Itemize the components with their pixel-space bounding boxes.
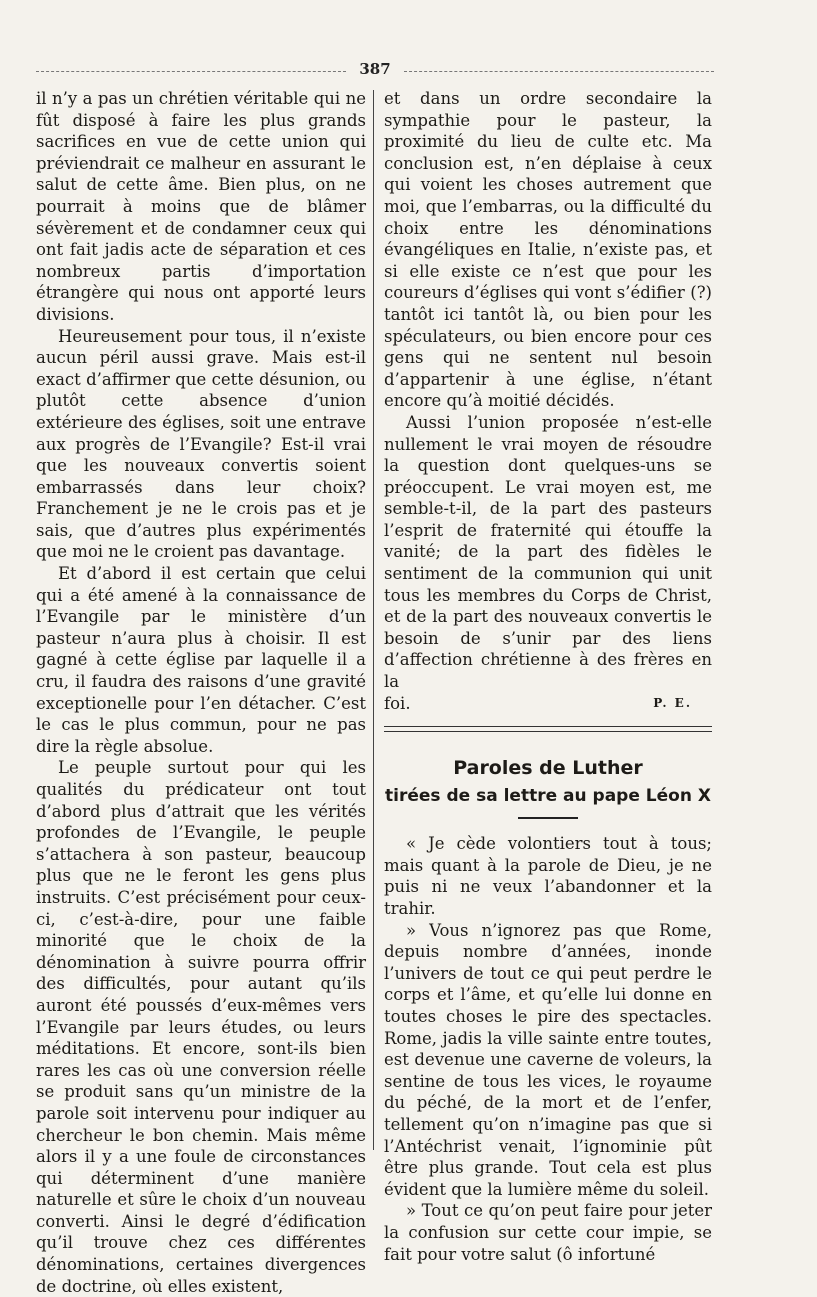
article-title: Paroles de Luther	[453, 757, 643, 780]
right-column	[384, 88, 712, 1265]
paragraph: » Vous n’ignorez pas que Rome, depuis nombre d’années, inonde l’univers de tout ce qui peut perdre le corps et l’âme, et qu’elle lui donne en toutes choses le pire des spectacles. Rome, jadis la ville sainte entre toutes, est devenue une caverne de voleurs, la sentine de tous les vices, le royaume du péché, de la mort et de l’enfer, tellement qu’on n’imagine pas que si l’Antéchrist venait, l’ignominie pût être plus grande. Tout cela est plus évident que la lumière même du soleil.	[384, 920, 712, 1199]
author-signature: P. E.	[653, 695, 692, 710]
signature-line	[384, 693, 712, 715]
paragraph: il n’y a pas un chrétien véritable qui ne fût disposé à faire les plus grands sacrifices en vue de cette union qui préviendrait ce malheur en assurant le salut de cette âme. Bien plus, on ne pourrait à moins que de blâmer sévèrement et de condamner ceux qui ont fait jadis acte de séparation et ces nombreux partis d’importation étrangère qui nous ont apporté leurs divisions.	[36, 89, 366, 324]
paragraph: Et d’abord il est certain que celui qui a été amené à la connaissance de l’Evangile par le ministère d’un pasteur n’aura plus à choisir. Il est gagné à cette église par laquelle il a cru, il faudra des raisons d’une gravité exceptionelle pour l’en détacher. C’est le cas le plus commun, pour ne pas dire la règle absolue.	[36, 564, 366, 756]
paragraph: « Je cède volontiers tout à tous; mais quant à la parole de Dieu, je ne puis ni ne veux l’abandonner et la trahir.	[384, 834, 712, 918]
header-rule-left	[36, 71, 346, 72]
closing-word: foi.	[384, 693, 411, 713]
paragraph: Heureusement pour tous, il n’existe aucun péril aussi grave. Mais est-il exact d’affirmer que cette désunion, ou plutôt cette absence d’union extérieure des églises, soit une entrave aux progrès de l’Evangile? Est-il vrai que les nouveaux convertis soient embarrassés dans leur choix? Franchement je ne le crois pas et je sais, que d’autres plus expérimentés que moi ne le croient pas davantage.	[36, 326, 366, 562]
paragraph: Aussi l’union proposée n’est-elle nullement le vrai moyen de résoudre la question dont quelques-uns se préoccupent. Le vrai moyen est, me semble-t-il, de la part des pasteurs l’esprit de fraternité qui étouffe la vanité; de la part des fidèles le sentiment de la communion qui unit tous les membres du Corps de Christ, et de la part des nouveaux convertis le besoin de s’unir par des liens d’affection chrétienne à des frères en la	[384, 412, 712, 692]
section-double-rule	[384, 726, 712, 732]
paragraph: Le peuple surtout pour qui les qualités du prédicateur ont tout d’abord plus d’attrait que les vérités profondes de l’Evangile, le peuple s’attachera à son pasteur, beaucoup plus que ne le feront les gens plus instruits. C’est précisément pour ceux-ci, c’est-à-dire, pour une faible minorité que le choix de la dénomination à suivre pourra offrir des difficultés, pour autant qu’ils auront été poussés d’eux-mêmes vers l’Evangile par leurs études, ou leurs méditations. Et encore, sont-ils bien rares les cas où une conversion réelle se produit sans qu’un ministre de la parole soit intervenu pour indiquer au chercheur le bon chemin. Mais même alors il y a une foule de circonstances qui déterminent d’une manière naturelle et sûre le choix d’un nouveau converti. Ainsi le degré d’édification qu’il trouve chez ces différentes dénominations, certaines divergences de doctrine, où elles existent,	[36, 758, 366, 1296]
left-column	[36, 88, 366, 1297]
page-header	[36, 60, 714, 80]
article-subtitle: tirées de sa lettre au pape Léon X	[385, 786, 711, 807]
paragraph: » Tout ce qu’on peut faire pour jeter la confusion sur cette cour impie, se fait pour votre salut (ô infortuné	[384, 1201, 712, 1264]
column-divider	[373, 90, 374, 1150]
title-rule	[518, 817, 578, 819]
paragraph: et dans un ordre secondaire la sympathie pour le pasteur, la proximité du lieu de culte etc. Ma conclusion est, n’en déplaise à ceux qui voient les choses autrement que moi, que l’embarras, ou la difficulté du choix entre les dénominations évangéliques en Italie, n’existe pas, et si elle existe ce n’est que pour les coureurs d’églises qui vont s’édifier (?) tantôt ici tantôt là, ou bien pour les spéculateurs, ou bien encore pour ces gens qui ne sentent nul besoin d’appartenir à une église, n’étant encore qu’à moitié décidés.	[384, 89, 712, 411]
header-rule-right	[404, 71, 714, 72]
page-number: 387	[359, 60, 391, 78]
